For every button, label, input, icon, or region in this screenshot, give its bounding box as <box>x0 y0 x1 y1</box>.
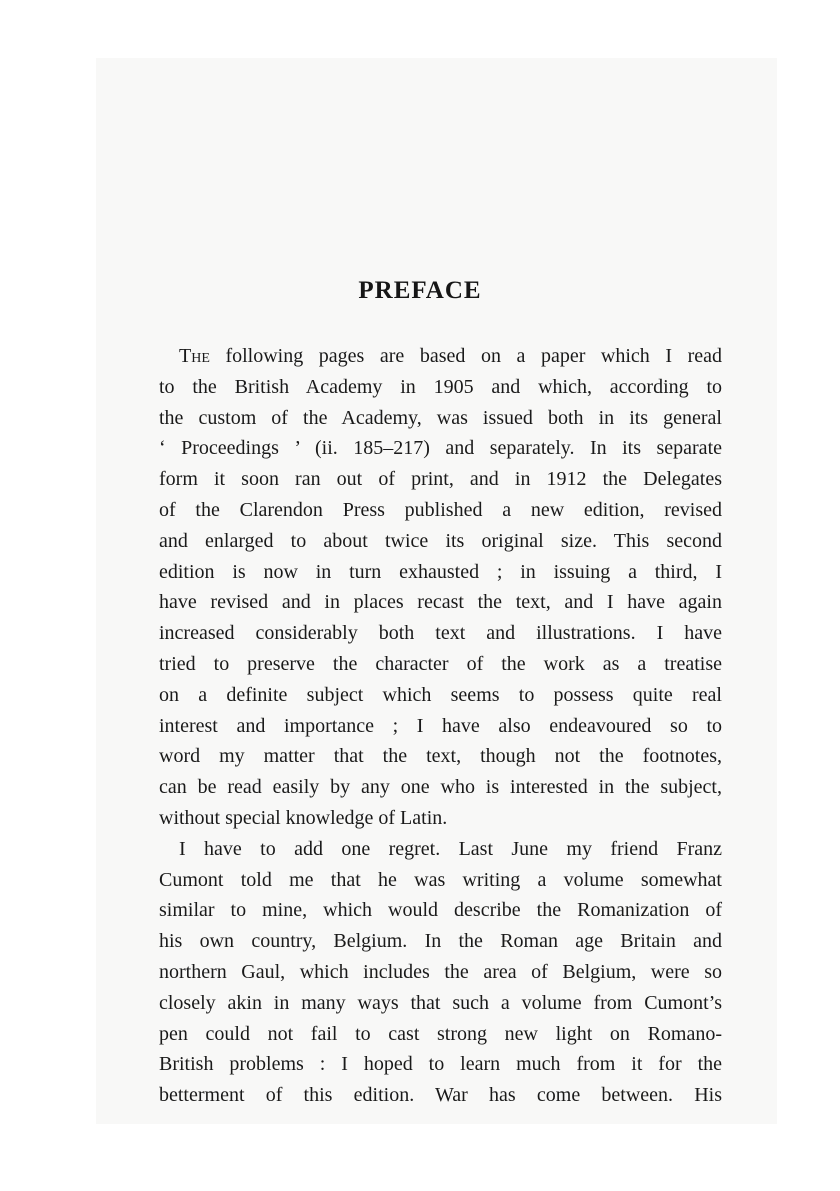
text-line: edition is now in turn exhausted ; in issuing a third, I <box>159 560 722 583</box>
text-line: on a definite subject which seems to possess quite real <box>159 683 722 706</box>
text-line: the custom of the Academy, was issued both in its general <box>159 406 722 429</box>
text-line: interest and importance ; I have also endeavoured so to <box>159 714 722 737</box>
text-line: ‘ Proceedings ’ (ii. 185–217) and separately. In its separate <box>159 437 722 460</box>
text-line: his own country, Belgium. In the Roman age Britain and <box>159 930 722 953</box>
text-line: of the Clarendon Press published a new edition, revised <box>159 498 722 521</box>
text-line: betterment of this edition. War has come between. His <box>159 1084 722 1107</box>
preface-body <box>159 341 722 1111</box>
text-line: similar to mine, which would describe the Romanization of <box>159 899 722 922</box>
drop-word: The <box>179 345 210 367</box>
text-line: can be read easily by any one who is interested in the subject, <box>159 776 722 799</box>
text-line: British problems : I hoped to learn much from it for the <box>159 1053 722 1076</box>
text-line: and enlarged to about twice its original size. This second <box>159 529 722 552</box>
text-line: Cumont told me that he was writing a volume somewhat <box>159 868 722 891</box>
text-line: closely akin in many ways that such a volume from Cumont’s <box>159 991 722 1014</box>
text-line: without special knowledge of Latin. <box>159 806 448 829</box>
text-line: increased considerably both text and illustrations. I have <box>159 622 722 645</box>
text-line: The following pages are based on a paper which I read <box>179 345 722 367</box>
text-line: have revised and in places recast the text, and I have again <box>159 591 722 614</box>
page-title: PREFACE <box>358 277 482 304</box>
text-line: tried to preserve the character of the work as a treatise <box>159 652 722 675</box>
text-line: I have to add one regret. Last June my friend Franz <box>179 837 722 860</box>
text-line: northern Gaul, which includes the area of Belgium, were so <box>159 960 722 983</box>
text-line: word my matter that the text, though not the footnotes, <box>159 745 722 768</box>
text-line: form it soon ran out of print, and in 1912 the Delegates <box>159 468 722 491</box>
text-line: to the British Academy in 1905 and which, according to <box>159 375 722 398</box>
text-line: pen could not fail to cast strong new light on Romano- <box>159 1022 722 1045</box>
